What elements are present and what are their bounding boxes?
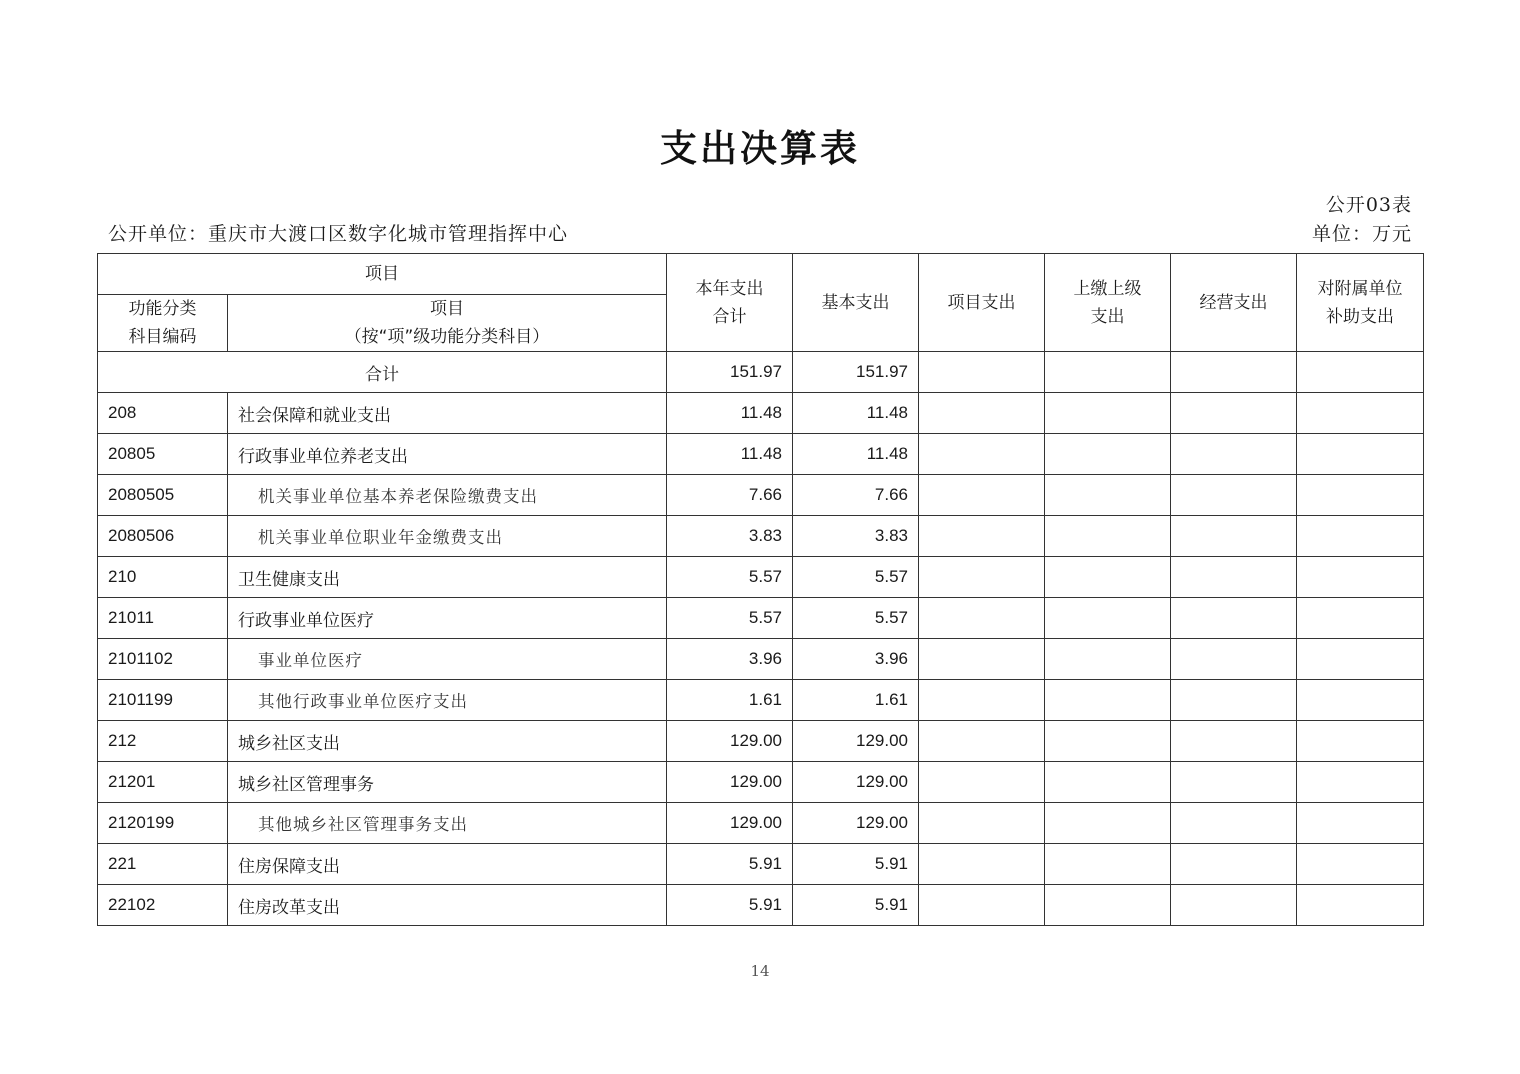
total-cell: 1.61 [667, 680, 793, 721]
code-cell: 208 [98, 393, 228, 434]
empty-cell [1045, 844, 1171, 885]
total-cell: 5.91 [667, 844, 793, 885]
empty-cell [1171, 475, 1297, 516]
code-cell: 2120199 [98, 803, 228, 844]
empty-cell [1171, 393, 1297, 434]
empty-cell [1045, 639, 1171, 680]
item-name-cell: 事业单位医疗 [228, 639, 667, 680]
header-code: 功能分类 科目编码 [98, 295, 228, 352]
empty-cell [1045, 885, 1171, 926]
empty-cell [1297, 434, 1424, 475]
total-cell: 11.48 [667, 393, 793, 434]
reporting-unit: 公开单位：重庆市大渡口区数字化城市管理指挥中心 [108, 223, 569, 245]
total-cell: 3.96 [667, 639, 793, 680]
empty-cell [1171, 434, 1297, 475]
empty-cell [1045, 516, 1171, 557]
empty-cell [1297, 393, 1424, 434]
basic-cell: 7.66 [793, 475, 919, 516]
header-business: 经营支出 [1171, 254, 1297, 352]
empty-cell [1045, 680, 1171, 721]
empty-cell [919, 352, 1045, 393]
empty-cell [919, 680, 1045, 721]
empty-cell [919, 721, 1045, 762]
empty-cell [919, 803, 1045, 844]
basic-cell: 129.00 [793, 762, 919, 803]
code-cell: 2101102 [98, 639, 228, 680]
total-cell: 5.57 [667, 598, 793, 639]
basic-cell: 3.83 [793, 516, 919, 557]
item-name-cell: 卫生健康支出 [228, 557, 667, 598]
empty-cell [1171, 844, 1297, 885]
total-cell: 7.66 [667, 475, 793, 516]
empty-cell [1171, 762, 1297, 803]
table-row [98, 434, 1424, 475]
empty-cell [919, 639, 1045, 680]
page-title: 支出决算表 [660, 127, 860, 170]
basic-cell: 11.48 [793, 434, 919, 475]
empty-cell [1171, 557, 1297, 598]
empty-cell [1297, 475, 1424, 516]
total-cell: 11.48 [667, 434, 793, 475]
table-row [98, 598, 1424, 639]
item-name-cell: 行政事业单位养老支出 [228, 434, 667, 475]
table-row [98, 680, 1424, 721]
header-item: 项目 （按“项”级功能分类科目） [228, 295, 667, 352]
code-cell: 21201 [98, 762, 228, 803]
total-basic: 151.97 [793, 352, 919, 393]
empty-cell [919, 393, 1045, 434]
empty-cell [1297, 598, 1424, 639]
header-project-expenditure: 项目支出 [919, 254, 1045, 352]
item-name-cell: 城乡社区支出 [228, 721, 667, 762]
total-cell: 129.00 [667, 762, 793, 803]
empty-cell [1297, 639, 1424, 680]
total-cell: 5.57 [667, 557, 793, 598]
empty-cell [919, 885, 1045, 926]
empty-cell [1045, 762, 1171, 803]
header-subsidy: 对附属单位 补助支出 [1297, 254, 1424, 352]
empty-cell [1297, 352, 1424, 393]
total-cell: 3.83 [667, 516, 793, 557]
total-label: 合计 [98, 352, 667, 393]
code-cell: 2101199 [98, 680, 228, 721]
expenditure-table [97, 253, 1424, 926]
empty-cell [1045, 557, 1171, 598]
empty-cell [1171, 680, 1297, 721]
code-cell: 212 [98, 721, 228, 762]
table-row [98, 475, 1424, 516]
unit-line [108, 219, 1412, 246]
empty-cell [1171, 639, 1297, 680]
empty-cell [1045, 393, 1171, 434]
code-cell: 210 [98, 557, 228, 598]
empty-cell [919, 762, 1045, 803]
item-name-cell: 行政事业单位医疗 [228, 598, 667, 639]
total-amount: 151.97 [667, 352, 793, 393]
empty-cell [1045, 803, 1171, 844]
header-basic: 基本支出 [793, 254, 919, 352]
table-row [98, 844, 1424, 885]
empty-cell [1297, 516, 1424, 557]
table-row [98, 762, 1424, 803]
table-row [98, 516, 1424, 557]
table-row [98, 803, 1424, 844]
empty-cell [919, 516, 1045, 557]
item-name-cell: 机关事业单位基本养老保险缴费支出 [228, 475, 667, 516]
empty-cell [919, 434, 1045, 475]
code-cell: 2080505 [98, 475, 228, 516]
table-row [98, 393, 1424, 434]
basic-cell: 5.91 [793, 844, 919, 885]
currency-unit: 单位：万元 [1311, 223, 1412, 245]
item-name-cell: 城乡社区管理事务 [228, 762, 667, 803]
table-row [98, 639, 1424, 680]
empty-cell [1045, 721, 1171, 762]
basic-cell: 5.57 [793, 598, 919, 639]
item-name-cell: 其他城乡社区管理事务支出 [228, 803, 667, 844]
item-name-cell: 其他行政事业单位医疗支出 [228, 680, 667, 721]
empty-cell [1297, 844, 1424, 885]
empty-cell [919, 598, 1045, 639]
empty-cell [1171, 803, 1297, 844]
table-row [98, 885, 1424, 926]
empty-cell [1297, 803, 1424, 844]
empty-cell [1045, 352, 1171, 393]
table-row [98, 721, 1424, 762]
empty-cell [919, 557, 1045, 598]
basic-cell: 5.91 [793, 885, 919, 926]
code-cell: 22102 [98, 885, 228, 926]
header-upper-payment: 上缴上级 支出 [1045, 254, 1171, 352]
empty-cell [1171, 721, 1297, 762]
empty-cell [1045, 598, 1171, 639]
item-name-cell: 住房保障支出 [228, 844, 667, 885]
code-cell: 221 [98, 844, 228, 885]
total-cell: 129.00 [667, 803, 793, 844]
code-cell: 2080506 [98, 516, 228, 557]
total-row [98, 352, 1424, 393]
empty-cell [1297, 762, 1424, 803]
header-total: 本年支出 合计 [667, 254, 793, 352]
basic-cell: 129.00 [793, 721, 919, 762]
basic-cell: 5.57 [793, 557, 919, 598]
table-row [98, 557, 1424, 598]
empty-cell [919, 844, 1045, 885]
empty-cell [919, 475, 1045, 516]
total-cell: 129.00 [667, 721, 793, 762]
empty-cell [1171, 885, 1297, 926]
form-number: 公开03表 [1325, 194, 1412, 216]
code-cell: 21011 [98, 598, 228, 639]
empty-cell [1045, 475, 1171, 516]
empty-cell [1171, 352, 1297, 393]
total-cell: 5.91 [667, 885, 793, 926]
empty-cell [1171, 516, 1297, 557]
empty-cell [1045, 434, 1171, 475]
empty-cell [1297, 885, 1424, 926]
item-name-cell: 住房改革支出 [228, 885, 667, 926]
page-number: 14 [750, 962, 770, 980]
item-name-cell: 机关事业单位职业年金缴费支出 [228, 516, 667, 557]
header-project: 项目 [98, 254, 667, 295]
empty-cell [1297, 557, 1424, 598]
basic-cell: 129.00 [793, 803, 919, 844]
empty-cell [1297, 721, 1424, 762]
basic-cell: 11.48 [793, 393, 919, 434]
code-cell: 20805 [98, 434, 228, 475]
basic-cell: 1.61 [793, 680, 919, 721]
empty-cell [1171, 598, 1297, 639]
item-name-cell: 社会保障和就业支出 [228, 393, 667, 434]
basic-cell: 3.96 [793, 639, 919, 680]
empty-cell [1297, 680, 1424, 721]
